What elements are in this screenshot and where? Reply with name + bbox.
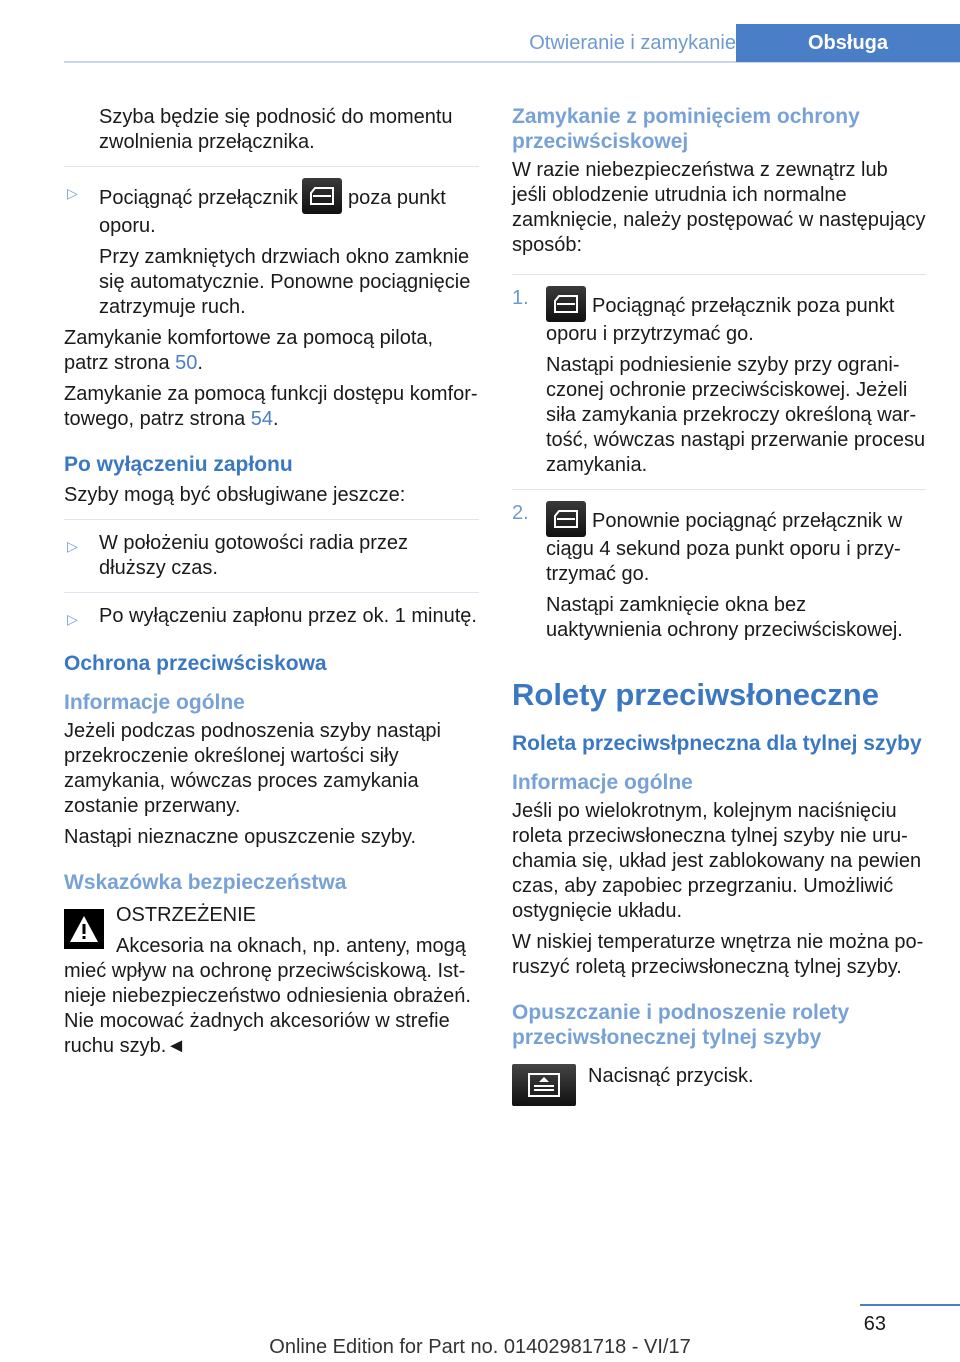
paragraph: Jeśli po wielokrotnym, kolejnym naciśnięciu roleta przeciwsłoneczna tylnej szyby nie uruchamia się, układ jest zablokowany na pewien czas, aby zapobiec przegrzaniu. Umożliwić ostygnięcie układu. bbox=[512, 800, 922, 922]
heading-bypass: Zamykanie z pominięciem ochrony przeciwściskowej bbox=[512, 105, 860, 153]
right-column bbox=[512, 96, 926, 1106]
heading-info: Informacje ogólne bbox=[64, 691, 245, 714]
heading-info: Informacje ogólne bbox=[512, 771, 693, 794]
window-switch-icon bbox=[546, 501, 586, 537]
bullet-triangle-icon: ▷ bbox=[67, 611, 78, 627]
footer-edition: Online Edition for Part no. 01402981718 - VI/17 bbox=[269, 1336, 691, 1358]
paragraph: Nastąpi zamknięcie okna bez uaktywnienia ochrony przeciwściskowej. bbox=[546, 594, 903, 641]
step-item bbox=[512, 489, 926, 643]
paragraph: W razie niebezpieczeństwa z zewnątrz lub jeśli oblodzenie utrudnia ich normalne zamknięcie, należy postępować w następujący sposób: bbox=[512, 159, 926, 256]
paragraph: Nastąpi podniesienie szyby przy ograniczonej ochronie przeciwściskowej. Jeżeli siła zamykania przekroczy określoną wartość, wówczas nastąpi przerwanie procesu zamykania. bbox=[546, 354, 926, 476]
warning-triangle-icon bbox=[64, 909, 104, 949]
heading-rear-blind: Roleta przeciwsłpneczna dla tylnej szyby bbox=[512, 732, 922, 755]
paragraph: Przy zamkniętych drzwiach okno zamknie się automatycznie. Ponowne pociągnięcie zatrzymuje ruch. bbox=[99, 246, 471, 318]
warning-block bbox=[64, 903, 479, 928]
warning-text: Akcesoria na oknach, np. anteny, mogą mieć wpływ na ochronę przeciwściskową. Istnieje niebezpieczeństwo odniesienia obrażeń. Nie mocować żadnych akcesoriów w strefie ruchu szyb.◄ bbox=[64, 935, 471, 1057]
heading-ignition: Po wyłączeniu zapłonu bbox=[64, 453, 293, 476]
sunshade-button-icon bbox=[512, 1064, 576, 1106]
bullet-item bbox=[64, 166, 479, 320]
header-section[interactable]: Otwieranie i zamykanie bbox=[529, 32, 736, 54]
paragraph: Zamykanie za pomocą funkcji dostępu komfortowego, patrz strona 54. bbox=[64, 383, 478, 430]
page-link[interactable]: 50 bbox=[175, 352, 198, 374]
bullet-triangle-icon: ▷ bbox=[67, 538, 78, 554]
heading-safety: Wskazówka bezpieczeństwa bbox=[64, 871, 347, 894]
bullet-item bbox=[64, 592, 479, 629]
bullet-item bbox=[64, 519, 479, 581]
step-number: 2. bbox=[512, 502, 529, 524]
heading-lower: Opuszczanie i podnoszenie rolety przeciwsłonecznej tylnej szyby bbox=[512, 1001, 850, 1049]
paragraph: Jeżeli podczas podnoszenia szyby nastąpi przekroczenie określonej wartości siły zamykania, wówczas proces zamykania zostanie przerwany. bbox=[64, 720, 441, 817]
header-chapter-tab[interactable]: Obsługa bbox=[736, 24, 960, 62]
paragraph: Szyba będzie się podnosić do momentu zwolnienia przełącznika. bbox=[99, 106, 453, 153]
window-switch-icon bbox=[302, 178, 342, 214]
paragraph: Nacisnąć przycisk. bbox=[588, 1065, 754, 1087]
paragraph: W niskiej temperaturze wnętrza nie można poruszyć roletą przeciwsłoneczną tylnej szyby. bbox=[512, 931, 924, 978]
warning-title: OSTRZEŻENIE bbox=[116, 904, 257, 926]
step-number: 1. bbox=[512, 287, 529, 309]
paragraph: Pociągnąć przełącznik poza punkt oporu. bbox=[99, 178, 479, 239]
paragraph: Ponownie pociągnąć przełącznik w ciągu 4 sekund poza punkt oporu i przytrzymać go. bbox=[546, 501, 926, 587]
paragraph: Po wyłączeniu zapłonu przez ok. 1 minutę. bbox=[99, 605, 477, 627]
paragraph: Szyby mogą być obsługiwane jeszcze: bbox=[64, 484, 406, 506]
heading-blinds: Rolety przeciwsłoneczne bbox=[512, 677, 879, 712]
footer-rule bbox=[860, 1304, 960, 1306]
bullet-triangle-icon: ▷ bbox=[67, 185, 78, 201]
paragraph: Nastąpi nieznaczne opuszczenie szyby. bbox=[64, 826, 417, 848]
heading-protection: Ochrona przeciwściskowa bbox=[64, 652, 327, 675]
left-column bbox=[64, 96, 479, 1065]
shade-instruction bbox=[512, 1064, 926, 1106]
paragraph: W położeniu gotowości radia przez dłuższy czas. bbox=[99, 532, 409, 579]
step-item bbox=[512, 274, 926, 478]
window-switch-icon bbox=[546, 286, 586, 322]
paragraph: Pociągnąć przełącznik poza punkt oporu i przytrzymać go. bbox=[546, 286, 926, 347]
paragraph: Zamykanie komfortowe za pomocą pilota, patrz strona 50. bbox=[64, 327, 434, 374]
page-link[interactable]: 54 bbox=[250, 408, 274, 430]
page-number: 63 bbox=[863, 1313, 886, 1335]
